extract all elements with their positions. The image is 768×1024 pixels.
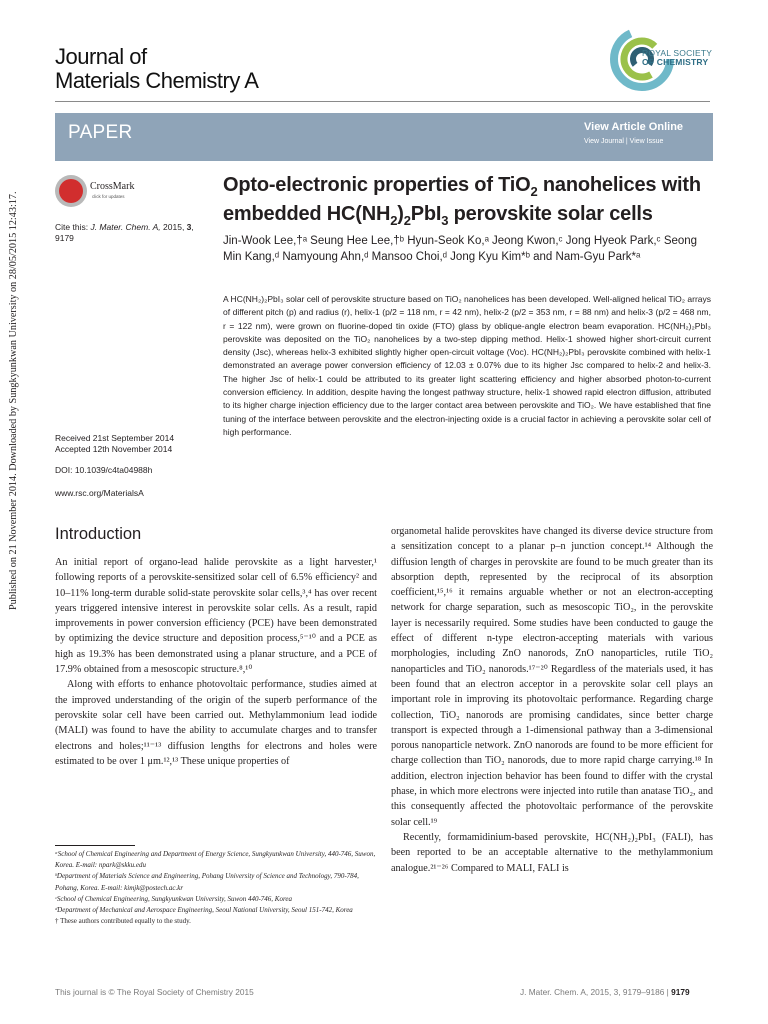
- article-title: [223, 174, 723, 232]
- footnote: ᵈDepartment of Mechanical and Aerospace Engineering, Seoul National University, Seoul 151-742, Korea: [55, 906, 353, 915]
- author-list: Jin-Wook Lee,†ᵃ Seung Hee Lee,†ᵇ Hyun-Seok Ko,ᵃ Jeong Kwon,ᶜ Jong Hyeok Park,ᶜ Seong Min Kang,ᵈ Namyoung Ahn,ᵈ Mansoo Choi,ᵈ Jong Kyu Kim*ᵇ and Nam-Gyu Park*ᵃ: [223, 235, 698, 263]
- abstract: A HC(NH₂)₂PbI₃ solar cell of perovskite structure based on TiO₂ nanohelices has been developed. Well-aligned helical TiO₂ arrays of different pitch (p) and radius (r), helix-1 (p/2 = 118 nm, r = 42 nm), helix-2 (p/2 = 353 nm, r = 88 nm) and helix-3 (p/2 = 468 nm, r = 122 nm), were grown on fluorine-doped tin oxide (FTO) glass by oblique-angle electron beam evaporation. HC(NH₂)₂PbI₃ perovskite was deposited on the TiO₂ nanohelices by a two-step dipping method. Helix-1 showed higher short-circuit current density (Jsc), whereas helix-3 exhibited slightly higher open-circuit voltage (Voc). HC(NH₂)₂PbI₃ perovskite combined with helix-1 demonstrated an average power conversion efficiency of 12.03 ± 0.07% due to its higher Jsc compared to helix-2 and helix-3. The higher Jsc of helix-1 could be attributed to its greater light scattering efficiency and higher absorbed photon-to-current conversion efficiency. In addition, despite having the longest pathway structure, helix-1 showed rapid electron diffusion, attributed to its higher charge injection efficiency due to the larger contact area between perovskite and TiO₂. We have established that fine tuning of the interface between perovskite and the electron-injecting oxide is a crucial factor in achieving a perovskite solar cell of high performance.: [223, 294, 712, 437]
- footnote-divider: [55, 845, 135, 846]
- crossmark-label[interactable]: CrossMark: [90, 181, 135, 192]
- download-note: Published on 21 November 2014. Downloaded by Sungkyunkwan University on 28/05/2015 12:43:17.: [8, 191, 19, 611]
- view-article-online-link[interactable]: View Article Online: [584, 121, 684, 133]
- footnote: ᵇDepartment of Materials Science and Engineering, Pohang University of Science and Technology, 790-784, Pohang, Korea. E-mail: kimjk@postech.ac.kr: [55, 872, 359, 892]
- copyright-footer: This journal is © The Royal Society of Chemistry 2015: [55, 987, 254, 997]
- title-subscript: 2: [530, 184, 538, 199]
- accepted-date: Accepted 12th November 2014: [55, 444, 173, 454]
- cite-year: 2015,: [163, 222, 187, 232]
- cite-volume: 3: [186, 222, 192, 232]
- paragraph: organometal halide perovskites have changed its diverse device structure from a sensitization concept to a planar p–n junction concept.¹⁴ Although the diffusion length of charges in perovskite are found to be much greater than its absorption depth, represented by the reciprocal of its absorption coefficient,¹⁵,¹⁶ it remains arguable whether or not an electron-accepting network for charge separation, such as mesoscopic TiO₂, in the perovskite layer is necessarily required. Some studies have been conducted to gauge the effect of different n-type electron-accepting materials with various morphologies, including ZnO nanorods, ZnO nanoparticles, rutile TiO₂ nanoparticles and TiO₂ nanorods.¹⁷⁻²⁰ Regardless of the materials used, it has been found that an electron acceptor in a perovskite solar cell plays an important role in improving its photovoltaic performance. Regarding charge collection, TiO₂ nanorods are promising candidates, since better charge transport is expected through a 1-dimensional pathway than a 3-dimensional porous nanoparticle network. ZnO nanorods are found to be more efficient for charge collection than TiO₂ nanorods, due to more rapid charge carrying.¹⁸ In addition, electron injection behavior has been found to differ with the crystal phase, in which more electrons were injected into rutile than anatase TiO₂, and this consequently affected the photovoltaic performance of the perovskite solar cell.¹⁹: [391, 526, 713, 828]
- paragraph: Recently, formamidinium-based perovskite, HC(NH₂)₂PbI₃ (FALI), has been reported to be an acceptable alternative to the methylammonium analogue.²¹⁻²⁶ Compared to MALI, FALI is: [391, 831, 713, 874]
- cite-prefix: Cite this:: [55, 222, 91, 232]
- view-journal-link[interactable]: View Journal: [584, 138, 624, 145]
- journal-site-link[interactable]: www.rsc.org/MaterialsA: [55, 488, 144, 498]
- title-part: Opto-electronic properties of TiO: [223, 174, 531, 196]
- received-dates: [55, 433, 215, 455]
- title-part: ): [397, 203, 404, 225]
- masthead-divider: [55, 101, 710, 102]
- affiliation-footnotes: [55, 849, 377, 927]
- footnote: † These authors contributed equally to the study.: [55, 917, 191, 926]
- publisher-line2: OF CHEMISTRY: [642, 57, 709, 67]
- article-type: PAPER: [68, 122, 133, 143]
- page-number: 9179: [671, 987, 690, 997]
- body-column-right: [391, 524, 713, 876]
- title-part: nanohelices with embedded HC(NH: [223, 174, 701, 225]
- footer-citation: J. Mater. Chem. A, 2015, 3, 9179–9186 |: [520, 987, 672, 997]
- journal-title-line2: Materials Chemistry A: [55, 68, 259, 93]
- cite-journal: J. Mater. Chem. A,: [90, 222, 164, 232]
- received-date: Received 21st September 2014: [55, 433, 175, 443]
- title-part: perovskite solar cells: [448, 203, 653, 225]
- publisher-name: [642, 49, 712, 67]
- footnote: ᶜSchool of Chemical Engineering, Sungkyunkwan University, Suwon 440-746, Korea: [55, 894, 293, 903]
- footnote: ᵃSchool of Chemical Engineering and Department of Energy Science, Sungkyunkwan University, 440-746, Suwon, Korea. E-mail: npark@skku.edu: [55, 850, 376, 870]
- title-subscript: 2: [403, 213, 411, 228]
- section-heading: Introduction: [55, 525, 142, 543]
- title-subscript: 2: [390, 213, 398, 228]
- doi[interactable]: DOI: 10.1039/c4ta04988h: [55, 465, 153, 475]
- page-reference-footer: [520, 987, 690, 997]
- paragraph: An initial report of organo-lead halide perovskite as a light harvester,¹ following reports of a perovskite-sensitized solar cell of 6.5% efficiency² and 10–11% long-term durable solid-state perovskite solar cells,³,⁴ has over recent years triggered intensive interest in perovskite solar cells. As a result, rapid improvements in power conversion efficiency (PCE) have been demonstrated by optimizing the device structure and deposition process,⁵⁻¹⁰ and a PCE as high as 19.3% has been demonstrated using a planar structure, and a PCE of 17.9% obtained from a mesoscopic structure.⁸,¹⁰: [55, 557, 377, 676]
- link-separator: |: [623, 138, 630, 145]
- title-subscript: 3: [441, 213, 449, 228]
- journal-title-line1: Journal of: [55, 44, 147, 69]
- publisher-line1: ROYAL SOCIETY: [642, 48, 713, 58]
- journal-title: [55, 45, 258, 93]
- cite-pages: , 9179: [55, 222, 194, 243]
- body-column-left: [55, 555, 377, 769]
- crossmark-sub: click for updates: [92, 194, 125, 199]
- title-part: PbI: [410, 203, 442, 225]
- paragraph: Along with efforts to enhance photovoltaic performance, studies aimed at the improved understanding of the origin of the superb performance of the perovskite solar cell have been carried out. Methylammonium lead iodide (MALI) was found to have the ability to accumulate charges and to transfer electrons and holes;¹¹⁻¹³ diffusion lengths for electrons and holes were estimated to be over 1 μm.¹²,¹³ These unique properties of: [55, 679, 377, 767]
- crossmark-inner-icon: [59, 179, 83, 203]
- view-issue-link[interactable]: View Issue: [629, 138, 664, 145]
- citation-info: [55, 222, 215, 244]
- journal-issue-links: [584, 138, 663, 145]
